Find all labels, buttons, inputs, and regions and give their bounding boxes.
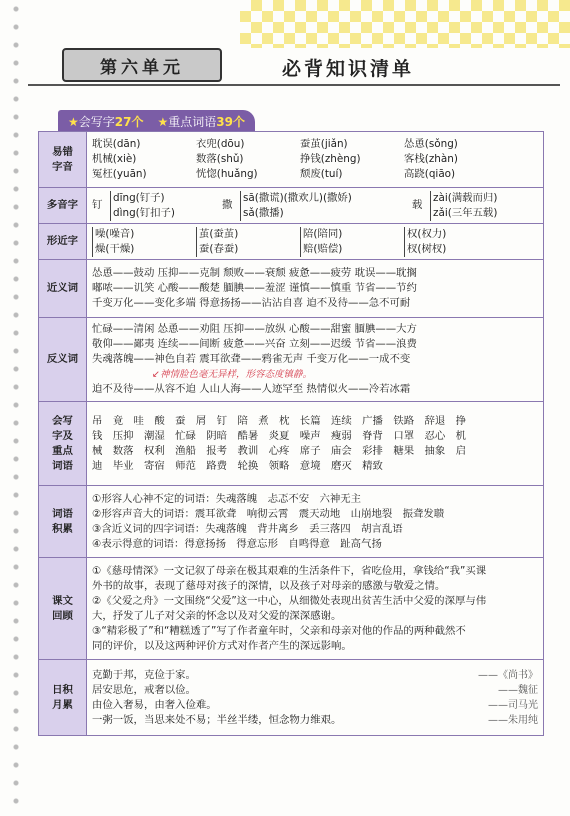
unit-label: 第六单元 (100, 57, 184, 78)
section-label: 形近字 (39, 224, 87, 260)
antonym-row: 忙碌——清闲 怂恿——劝阻 压抑——放纵 心酸——甜蜜 腼腆——大方 (92, 323, 417, 335)
quote-row: 克勤于邦，克俭于家。 ——《尚书》 (92, 668, 538, 681)
stats-badge (58, 110, 255, 132)
polyphone-item: 载 zài(满载而归) zǎi(三年五载) (412, 191, 542, 221)
vocab-stat: ★重点词语39个 (157, 114, 245, 129)
review-line: 同的评价，以及这两种评价方式对作者产生的深远影响。 (92, 639, 352, 652)
polyphone-item: 撒 sā(撒谎)(撒欢儿)(撒娇) sǎ(撒播) (222, 191, 412, 221)
arrow-icon: ↙ (152, 369, 160, 380)
section-vocab (39, 486, 544, 558)
similar-item: 茧(蚕茧) 蚕(春蚕) (196, 227, 300, 257)
checker-decoration (240, 0, 570, 48)
synonym-row: 千变万化——变化多端 得意扬扬——沾沾自喜 迫不及待——急不可耐 (92, 297, 411, 309)
write-row: 迪 毕业 寄宿 师范 路费 轮换 领略 意境 磨灭 精致 (92, 459, 383, 472)
section-label: 近义词 (39, 260, 87, 318)
antonym-row: 敬仰——鄙夷 连续——间断 疲惫——兴奋 立刻——迟缓 节省——浪费 (92, 338, 417, 350)
synonym-row: 嘟哝——讥笑 心酸——酸楚 腼腆——羞涩 谨慎——慎重 节省——节约 (92, 282, 417, 294)
polyphone-list (92, 191, 538, 221)
write-row: 钱 压抑 潮湿 忙碌 阴暗 酷暑 炎夏 噪声 瘦弱 脊背 口罩 忍心 机 (92, 429, 467, 442)
quote-row: 一粥一饭，当思来处不易；半丝半缕，恒念物力维艰。 ——朱用纯 (92, 713, 538, 726)
section-label: 易错 字音 (39, 132, 87, 188)
pron-row: 机械(xiè) 数落(shǔ) 挣钱(zhèng) 客栈(zhàn) (92, 153, 458, 165)
synonym-row: 怂恿——鼓动 压抑——克制 颓败——衰颓 疲惫——疲劳 耽误——耽搁 (92, 267, 417, 279)
quote-row: 居安思危，戒奢以俭。 ——魏征 (92, 683, 538, 696)
review-line: ②《父爱之舟》一文围绕“父爱”这一中心，从细微处表现出贫苦生活中父爱的深厚与伟 (92, 594, 487, 607)
similar-item: 陪(陪同) 赔(赔偿) (300, 227, 404, 257)
similar-item: 权(权力) 杈(树杈) (404, 227, 508, 257)
similar-item: 噪(噪音) 燥(干燥) (92, 227, 196, 257)
section-synonym (39, 260, 544, 318)
star-icon: ★ (68, 114, 79, 129)
section-pronunciation (39, 132, 544, 188)
review-line: ①《慈母情深》一文记叙了母亲在极其艰难的生活条件下，省吃俭用，拿钱给“我”买课 (92, 564, 487, 577)
section-label: 词语 积累 (39, 486, 87, 558)
section-label: 课文 回顾 (39, 558, 87, 660)
quote-row: 由俭入奢易，由奢入俭难。 ——司马光 (92, 698, 538, 711)
header-divider (28, 84, 560, 86)
section-similar (39, 224, 544, 260)
section-label: 多音字 (39, 188, 87, 224)
section-daily (39, 660, 544, 736)
section-review (39, 558, 544, 660)
antonym-row: 失魂落魄——神色自若 震耳欲聋——鸦雀无声 千变万化——一成不变 (92, 353, 411, 365)
polyphone-item: 钉 dīng(钉子) dìng(钉扣子) (92, 191, 222, 221)
review-line: 外书的故事，表现了慈母对孩子的深情，以及孩子对母亲的感激与敬爱之情。 (92, 579, 446, 592)
section-antonym (39, 318, 544, 402)
vocab-row: ④表示得意的词语：得意扬扬 得意忘形 自鸣得意 趾高气扬 (92, 537, 382, 550)
pron-row: 耽误(dān) 衣兜(dōu) 蚕茧(jiǎn) 怂恿(sǒng) (92, 138, 458, 150)
unit-tab (62, 48, 222, 82)
handwritten-note: ↙神情脸色毫无异样，形容态度镇静。 (152, 369, 312, 380)
star-icon: ★ (157, 114, 169, 129)
pron-row: 冤枉(yuān) 恍惚(huǎng) 颓废(tuí) 高跷(qiāo) (92, 168, 456, 180)
write-row: 吊 竟 哇 酸 蚕 屑 钉 陪 煮 枕 长篇 连续 广播 铁路 辞退 挣 (92, 414, 467, 427)
page-title: 必背知识清单 (282, 58, 415, 80)
review-line: 大，抒发了儿子对父亲的怀念以及对父爱的深深感谢。 (92, 609, 342, 622)
vocab-row: ②形容声音大的词语：震耳欲聋 响彻云霄 震天动地 山崩地裂 振聋发聩 (92, 507, 445, 520)
review-line: ③“精彩极了”和“糟糕透了”写了作者童年时，父亲和母亲对他的作品的两种截然不 (92, 624, 466, 637)
section-write-words (39, 402, 544, 486)
section-label: 会写 字及 重点 词语 (39, 402, 87, 486)
vocab-row: ③含近义词的四字词语：失魂落魄 背井离乡 丢三落四 胡言乱语 (92, 522, 403, 535)
section-label: 反义词 (39, 318, 87, 402)
section-polyphone (39, 188, 544, 224)
similar-list (92, 227, 538, 257)
binder-holes (12, 0, 20, 816)
antonym-row: 迫不及待——从容不迫 人山人海——人迹罕至 热情似火——冷若冰霜 (92, 383, 411, 395)
write-stat: ★会写字27个 (68, 114, 144, 129)
knowledge-table (38, 131, 544, 736)
write-row: 械 数落 权利 渔船 报考 教训 心疼 席子 庙会 彩排 糖果 抽象 启 (92, 444, 467, 457)
section-label: 日积 月累 (39, 660, 87, 736)
vocab-row: ①形容人心神不定的词语：失魂落魄 忐忑不安 六神无主 (92, 492, 362, 505)
